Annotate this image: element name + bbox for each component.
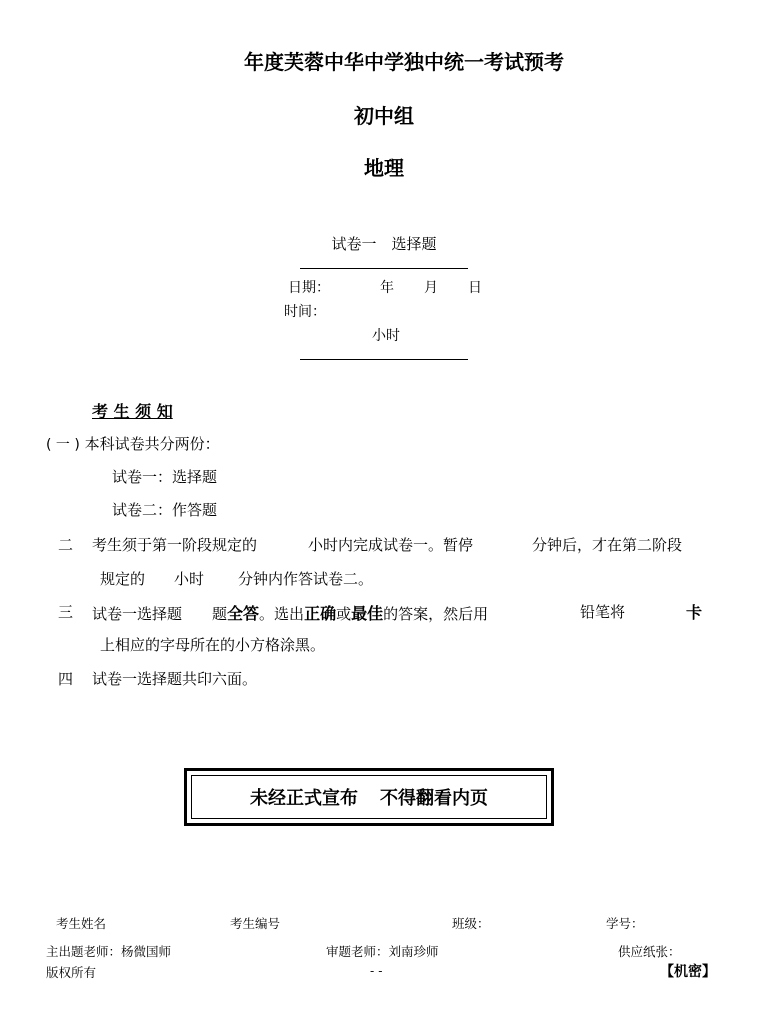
item3-b: 题	[212, 605, 228, 623]
footer-paper-supply: 供应纸张：	[618, 944, 681, 959]
item3-k: 上相应的字母所在的小方格涂黑。	[100, 636, 326, 654]
duration-unit: 小时	[372, 328, 400, 344]
item1-text: 本科试卷共分两份：	[84, 435, 220, 453]
item3-a: 试卷一选择题	[92, 605, 183, 623]
notice-box	[184, 768, 554, 826]
exam-subject: 地理	[364, 156, 404, 180]
divider-top	[300, 268, 468, 269]
footer-student-id: 学号：	[606, 916, 644, 931]
item3-line1	[92, 601, 488, 624]
item3-j: 卡	[686, 603, 703, 622]
item3-marker: 三	[58, 603, 74, 621]
footer-class: 班级：	[452, 916, 490, 931]
exam-title: 年度芙蓉中华中学独中统一考试预考	[244, 50, 564, 74]
item3-f: 或	[336, 605, 352, 623]
item2-a: 考生须于第一阶段规定的	[92, 536, 258, 554]
notice-inner	[191, 775, 547, 819]
footer-copyright: 版权所有	[46, 965, 97, 980]
time-label: 时间：	[284, 304, 326, 320]
item1-sub2: 试卷二：作答题	[112, 501, 218, 519]
item3-d: 。选出	[259, 605, 305, 623]
item2-f: 分钟内作答试卷二。	[238, 570, 374, 588]
item2-b: 小时内完成试卷一。暂停	[308, 536, 474, 554]
date-month-unit: 月	[424, 280, 438, 296]
item3-g: 最佳	[351, 604, 384, 623]
date-label: 日期：	[288, 280, 330, 296]
footer-page-mark: - -	[370, 963, 383, 978]
divider-bottom	[300, 359, 468, 360]
item3-i: 铅笔将	[580, 603, 626, 621]
date-day-unit: 日	[468, 280, 482, 296]
item3-c: 全答	[227, 604, 260, 623]
notice-right: 不得翻看内页	[380, 788, 488, 809]
paper-name: 试卷一 选择题	[331, 235, 437, 253]
item2-e: 小时	[174, 570, 205, 588]
item3-h: 的答案，然后用	[383, 605, 489, 623]
item2-d: 规定的	[100, 570, 146, 588]
footer-reviewer: 审题老师：刘南珍师	[326, 944, 439, 959]
notice-left: 未经正式宣布	[250, 788, 358, 809]
item1-marker: ( 一 )	[46, 437, 80, 453]
footer-setter: 主出题老师：杨微国师	[46, 944, 172, 959]
item1-sub1: 试卷一：选择题	[112, 468, 218, 486]
item4-text: 试卷一选择题共印六面。	[92, 670, 258, 688]
exam-level: 初中组	[354, 104, 414, 128]
item2-marker: 二	[58, 536, 74, 554]
date-year-unit: 年	[380, 280, 394, 296]
footer-student-name: 考生姓名	[56, 916, 107, 931]
item2-c: 分钟后，才在第二阶段	[532, 536, 683, 554]
instructions-heading: 考 生 须 知	[92, 402, 173, 421]
footer-confidential: 【机密】	[660, 964, 716, 980]
item3-e: 正确	[304, 604, 337, 623]
item4-marker: 四	[58, 670, 74, 688]
footer-student-number: 考生编号	[230, 916, 281, 931]
instruction-item-1	[46, 433, 220, 454]
